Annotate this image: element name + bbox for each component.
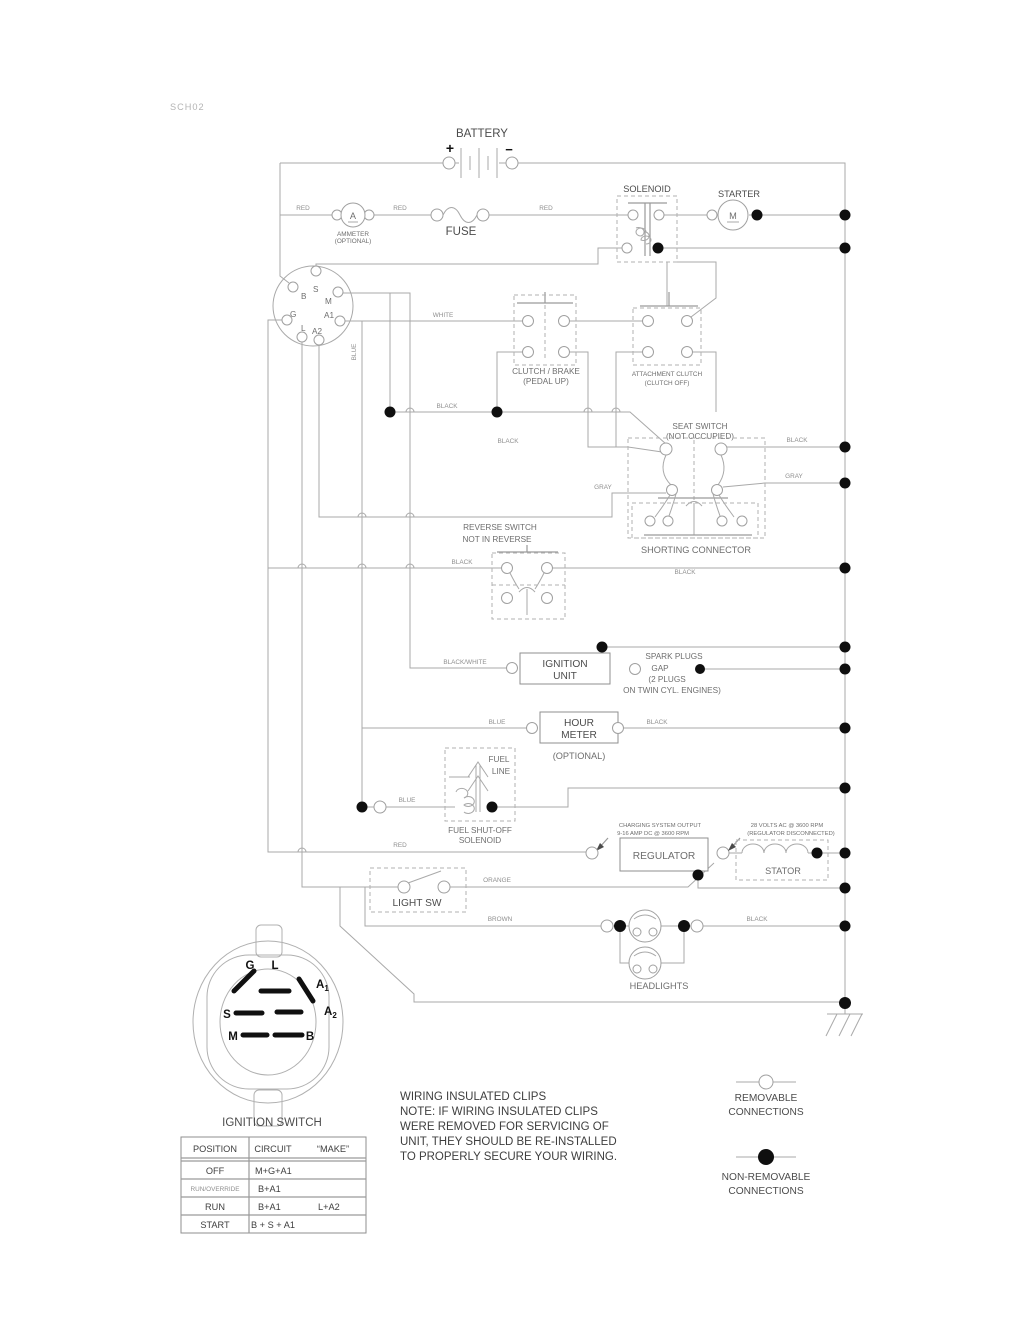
note-line-4: UNIT, THEY SHOULD BE RE-INSTALLED bbox=[400, 1136, 617, 1148]
headlights-label: HEADLIGHTS bbox=[629, 981, 689, 991]
seat-switch bbox=[628, 422, 765, 555]
table-cell-position: RUN/OVERRIDE bbox=[190, 1186, 240, 1193]
wires bbox=[268, 163, 845, 1014]
table-cell-circuit: B + S + A1 bbox=[251, 1220, 295, 1230]
fuel-solenoid-label-2: SOLENOID bbox=[458, 836, 502, 845]
hour-meter-label-2: METER bbox=[561, 730, 597, 741]
note-line-3: WERE REMOVED FOR SERVICING OF bbox=[400, 1121, 609, 1133]
legend-removable-1: REMOVABLE bbox=[734, 1093, 798, 1104]
connector-terminal-m: M bbox=[325, 297, 332, 306]
stator bbox=[728, 823, 835, 880]
table-cell-position: RUN bbox=[205, 1202, 225, 1212]
fuse bbox=[431, 209, 489, 238]
clutch-brake-switch bbox=[512, 292, 580, 386]
legend-nonremovable-1: NON-REMOVABLE bbox=[721, 1172, 811, 1183]
wire-label-black-mid2: BLACK bbox=[497, 438, 519, 445]
pictorial-terminal-l: L bbox=[271, 960, 279, 972]
ignition-switch-title: IGNITION SWITCH bbox=[222, 1117, 322, 1129]
note-line-2: NOTE: IF WIRING INSULATED CLIPS bbox=[400, 1106, 598, 1118]
legend-removable-2: CONNECTIONS bbox=[728, 1107, 804, 1118]
stator-callout-1: 28 VOLTS AC @ 3600 RPM bbox=[750, 823, 824, 829]
wire-label-black-white: BLACK/WHITE bbox=[443, 659, 487, 666]
note-line-1: WIRING INSULATED CLIPS bbox=[400, 1091, 547, 1103]
reverse-switch-label-2: NOT IN REVERSE bbox=[462, 535, 532, 544]
wire-label-orange: ORANGE bbox=[483, 877, 511, 884]
regulator-callout-left-2: 9-16 AMP DC @ 3600 RPM bbox=[617, 831, 689, 837]
pictorial-terminal-s: S bbox=[223, 1009, 231, 1021]
spark-plugs-label-1: SPARK PLUGS bbox=[645, 652, 703, 661]
attachment-clutch-label-2: (CLUTCH OFF) bbox=[644, 380, 690, 387]
light-switch bbox=[370, 868, 466, 912]
fuse-label: FUSE bbox=[445, 226, 477, 238]
starter-label: STARTER bbox=[717, 189, 761, 199]
table-cell-make: L+A2 bbox=[318, 1202, 340, 1212]
wire-label-brown: BROWN bbox=[487, 916, 513, 923]
sheet-code: SCH02 bbox=[170, 102, 205, 112]
seat-switch-label-1: SEAT SWITCH bbox=[672, 422, 728, 431]
table-header-circuit: CIRCUIT bbox=[254, 1144, 292, 1154]
solenoid-label: SOLENOID bbox=[623, 184, 671, 194]
clutch-brake-label-2: (PEDAL UP) bbox=[523, 377, 569, 386]
legend bbox=[722, 1075, 811, 1197]
table-cell-position: START bbox=[200, 1220, 230, 1230]
ignition-unit bbox=[507, 642, 641, 685]
wire-label-blue-fuel: BLUE bbox=[398, 797, 416, 804]
table-row bbox=[190, 1184, 280, 1194]
fuel-line-label-2: LINE bbox=[491, 767, 511, 776]
connector-terminal-g: G bbox=[290, 310, 297, 319]
wire-label-black-rev2: BLACK bbox=[674, 569, 696, 576]
regulator-callout-left-1: CHARGING SYSTEM OUTPUT bbox=[618, 823, 702, 829]
ground-symbol bbox=[826, 997, 863, 1036]
shorting-connector-label: SHORTING CONNECTOR bbox=[641, 545, 751, 555]
pictorial-terminal-g: G bbox=[245, 960, 255, 972]
ignition-switch-table bbox=[181, 1137, 366, 1233]
spark-plugs-label-2: GAP bbox=[651, 664, 669, 673]
wire-label-blue-vertical: BLUE bbox=[351, 343, 358, 361]
wire-color-labels bbox=[296, 205, 808, 923]
wire-label-red-1: RED bbox=[296, 205, 310, 212]
ammeter bbox=[332, 203, 374, 245]
attachment-clutch-switch bbox=[632, 292, 703, 387]
battery-label: BATTERY bbox=[456, 128, 508, 140]
stator-label: STATOR bbox=[765, 866, 801, 876]
light-switch-label: LIGHT SW bbox=[392, 898, 442, 909]
wire-label-white: WHITE bbox=[432, 312, 454, 319]
wire-label-red-2: RED bbox=[393, 205, 407, 212]
spark-plugs-label-4: ON TWIN CYL. ENGINES) bbox=[623, 686, 721, 695]
battery-minus: − bbox=[505, 142, 513, 157]
non-removable-connection-icon bbox=[758, 1149, 774, 1165]
wire-label-black-head: BLACK bbox=[746, 916, 768, 923]
ignition-unit-label-2: UNIT bbox=[553, 671, 577, 682]
seat-switch-label-2: (NOT OCCUPIED) bbox=[665, 432, 735, 441]
fuel-line-label-1: FUEL bbox=[488, 755, 510, 764]
table-cell-circuit: B+A1 bbox=[258, 1202, 281, 1212]
pictorial-terminal-m: M bbox=[228, 1031, 238, 1043]
table-cell-position: OFF bbox=[205, 1166, 225, 1176]
ammeter-symbol: A bbox=[349, 211, 357, 221]
wire-hops bbox=[298, 408, 620, 852]
table-cell-circuit: B+A1 bbox=[258, 1184, 281, 1194]
clutch-brake-label-1: CLUTCH / BRAKE bbox=[512, 367, 580, 376]
starter bbox=[707, 189, 763, 230]
wire-label-black-seat: BLACK bbox=[786, 437, 808, 444]
solenoid bbox=[617, 184, 677, 262]
pictorial-bar-a1 bbox=[299, 979, 313, 1001]
connector-terminal-s: S bbox=[313, 285, 319, 294]
headlights bbox=[601, 910, 703, 991]
starter-symbol: M bbox=[729, 211, 737, 221]
ammeter-label-2: (OPTIONAL) bbox=[334, 238, 372, 245]
wiring-note bbox=[400, 1091, 617, 1163]
hour-meter-note: (OPTIONAL) bbox=[552, 751, 606, 761]
pictorial-terminal-a1: $A_1$ bbox=[316, 979, 329, 993]
table-header-make: “MAKE” bbox=[316, 1144, 350, 1154]
table-cell-circuit: M+G+A1 bbox=[255, 1166, 292, 1176]
regulator-label: REGULATOR bbox=[632, 851, 696, 862]
spark-plugs-label-3: (2 PLUGS bbox=[648, 675, 686, 684]
ammeter-label-1: AMMETER bbox=[337, 231, 369, 238]
stator-callout-2: (REGULATOR DISCONNECTED) bbox=[747, 831, 835, 837]
battery-plus: + bbox=[445, 140, 455, 156]
wire-label-gray-right: GRAY bbox=[785, 473, 803, 480]
reverse-switch bbox=[462, 523, 565, 619]
reverse-switch-label-1: REVERSE SWITCH bbox=[463, 523, 537, 532]
legend-nonremovable-2: CONNECTIONS bbox=[728, 1186, 804, 1197]
note-line-5: TO PROPERLY SECURE YOUR WIRING. bbox=[400, 1151, 618, 1163]
hour-meter bbox=[527, 712, 624, 761]
fuel-shutoff-solenoid bbox=[357, 748, 516, 845]
connector-terminal-l: L bbox=[301, 324, 306, 333]
connector-terminal-b: B bbox=[301, 292, 307, 301]
wire-label-black-mid1: BLACK bbox=[436, 403, 458, 410]
wire-label-blue-hour: BLUE bbox=[488, 719, 506, 726]
connector-terminal-a2: A2 bbox=[312, 327, 323, 336]
table-header-position: POSITION bbox=[193, 1144, 237, 1154]
connector-terminal-a1: A1 bbox=[324, 311, 335, 320]
attachment-clutch-label-1: ATTACHMENT CLUTCH bbox=[631, 371, 703, 378]
wire-label-red-3: RED bbox=[539, 205, 553, 212]
ignition-switch-pictorial bbox=[193, 925, 343, 1129]
ignition-unit-label-1: IGNITION bbox=[542, 659, 588, 670]
fuel-solenoid-label-1: FUEL SHUT-OFF bbox=[448, 826, 512, 835]
hour-meter-label-1: HOUR bbox=[564, 718, 594, 729]
regulator bbox=[586, 823, 729, 881]
removable-connection-icon bbox=[759, 1075, 773, 1089]
wire-label-black-hour: BLACK bbox=[646, 719, 668, 726]
pictorial-terminal-b: B bbox=[305, 1031, 315, 1043]
pictorial-terminal-a2: $A_2$ bbox=[324, 1006, 337, 1020]
wire-label-black-rev1: BLACK bbox=[451, 559, 473, 566]
wire-label-gray-left: GRAY bbox=[594, 484, 612, 491]
wire-label-red-4: RED bbox=[393, 842, 407, 849]
battery bbox=[443, 128, 518, 178]
